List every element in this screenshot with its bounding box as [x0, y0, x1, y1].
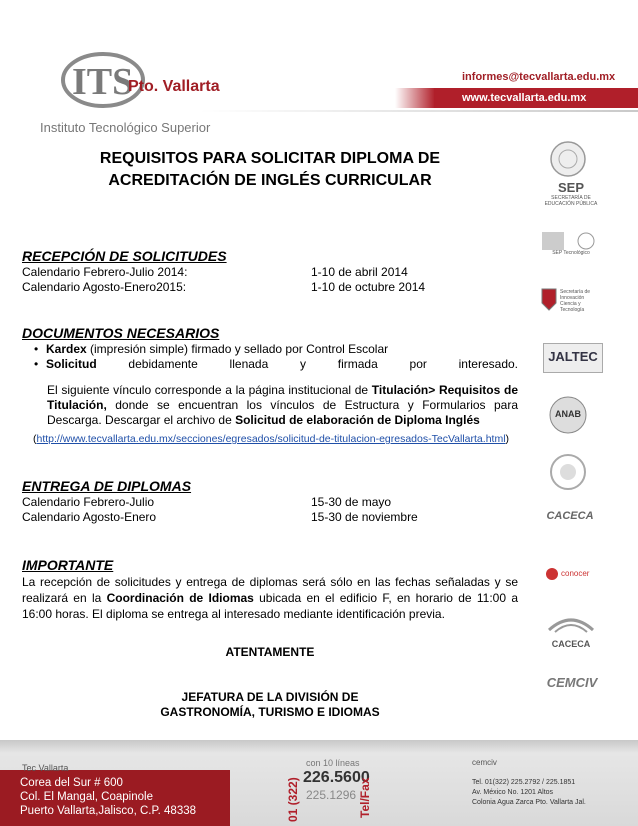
para-bold-2: Solicitud de elaboración de Diploma Inglés — [235, 413, 480, 427]
entrega-label-1: Calendario Febrero-Julio — [22, 495, 155, 509]
cemciv-info-3: Colonia Agua Zarca Pto. Vallarta Jal. — [472, 799, 586, 806]
para-text-1: El siguiente vínculo corresponde a la página institucional de — [47, 383, 372, 397]
sep-label: SEP — [557, 180, 584, 195]
jaltec-logo — [543, 343, 603, 373]
link-open: ( — [33, 433, 37, 445]
anab-logo — [548, 395, 588, 435]
caceca-small-logo: CACECA — [546, 510, 594, 522]
titulacion-link-line — [33, 432, 509, 446]
entrega-date-2: 15-30 de noviembre — [311, 510, 418, 524]
address-line-2: Col. El Mangal, Coapinole — [20, 791, 153, 803]
web-bar-fade — [395, 88, 435, 108]
signature-line-1: JEFATURA DE LA DIVISIÓN DE — [181, 690, 359, 704]
recepcion-date-2: 1-10 de octubre 2014 — [311, 280, 426, 294]
tecnm-logo — [540, 230, 602, 254]
caceca-label: CACECA — [551, 639, 591, 649]
recepcion-label-1: Calendario Febrero-Julio 2014: — [22, 265, 188, 279]
footer-telfax: Tel/Fax — [358, 777, 372, 818]
crest-icon — [548, 452, 588, 497]
entrega-heading: ENTREGA DE DIPLOMAS — [22, 478, 192, 494]
importante-heading: IMPORTANTE — [22, 557, 114, 573]
importante-text-2: ubicada en el edificio F, en horario de 11:00 a 16:00 horas. El diploma se entrega al interesado mediante identificación previa. — [22, 591, 518, 621]
solicitud-label: Solicitud — [46, 357, 97, 371]
cemciv-info-2: Av. México No. 1201 Altos — [472, 789, 554, 796]
footer-phone-2: 225.1296 — [306, 788, 357, 802]
entrega-date-1: 15-30 de mayo — [311, 495, 392, 509]
kardex-label: Kardex — [46, 342, 87, 356]
title-line-2: ACREDITACIÓN DE INGLÉS CURRICULAR — [108, 172, 432, 189]
anab-label: ANAB — [555, 409, 581, 419]
institute-name: Instituto Tecnológico Superior — [40, 120, 211, 135]
address-line-3: Puerto Vallarta,Jalisco, C.P. 48338 — [20, 805, 197, 817]
recepcion-heading: RECEPCIÓN DE SOLICITUDES — [22, 248, 227, 264]
footer-address — [20, 776, 230, 818]
documentos-paragraph — [47, 383, 518, 428]
header-divider — [200, 110, 638, 112]
campus-name: Pto. Vallarta — [128, 78, 220, 95]
importante-bold: Coordinación de Idiomas — [106, 591, 254, 605]
atentamente: ATENTAMENTE — [225, 645, 315, 659]
conocer-logo — [545, 565, 605, 585]
para-text-2: donde se encuentran los vínculos de Estructura y Formularios para Descarga. Descargar el archivo de — [47, 398, 518, 427]
para-bold-1: Titulación> Requisitos de Titulación, — [47, 383, 518, 412]
jaltec-label: JALTEC — [548, 349, 598, 364]
footer-cemciv: cemciv — [472, 758, 497, 767]
conocer-label: conocer — [561, 569, 590, 578]
solicitud-text: debidamente llenada y firmada por interesado. — [96, 357, 518, 371]
titulacion-link[interactable]: http://www.tecvallarta.edu.mx/secciones/egresados/solicitud-de-titulacion-egresados-TecVallarta.html — [36, 433, 506, 445]
sep-sublabel: SECRETARÍA DE EDUCACIÓN PÚBLICA — [544, 195, 598, 207]
footer-area-code: 01 (322) — [286, 777, 300, 822]
recepcion-date-1: 1-10 de abril 2014 — [311, 265, 408, 279]
cemciv-logo: CEMCIV — [546, 675, 598, 690]
website-link[interactable]: www.tecvallarta.edu.mx — [462, 92, 587, 104]
documentos-list — [30, 342, 518, 372]
importante-paragraph — [22, 574, 518, 622]
tecnm-label: SEP Tecnológico — [552, 250, 590, 256]
mexico-seal-icon — [548, 140, 588, 183]
sep-logo — [540, 180, 602, 207]
list-item — [30, 357, 518, 372]
kardex-text: (impresión simple) firmado y sellado por Control Escolar — [86, 342, 389, 356]
cemciv-info-1: Tel. 01(322) 225.2792 / 225.1851 — [472, 779, 576, 786]
list-item — [30, 342, 518, 357]
footer-tec: Tec Vallarta — [22, 763, 69, 773]
link-close: ) — [505, 433, 510, 445]
address-line-1: Corea del Sur # 600 — [20, 777, 123, 789]
entrega-label-2: Calendario Agosto-Enero — [22, 510, 157, 524]
importante-text-1: La recepción de solicitudes y entrega de diplomas será sólo en las fechas señaladas y se realizará en la — [22, 575, 518, 605]
email-link[interactable]: informes@tecvallarta.edu.mx — [462, 71, 616, 83]
jalisco-logo — [540, 285, 602, 315]
recepcion-label-2: Calendario Agosto-Enero2015: — [22, 280, 187, 294]
documentos-heading: DOCUMENTOS NECESARIOS — [22, 325, 220, 341]
footer-cemciv-info — [472, 778, 586, 808]
caceca-logo — [543, 610, 599, 648]
footer-lines-note: con 10 líneas — [306, 758, 360, 768]
footer-phone-1: 226.5600 — [303, 769, 370, 786]
page-title — [40, 148, 500, 192]
title-line-1: REQUISITOS PARA SOLICITAR DIPLOMA DE — [99, 150, 441, 167]
signature-line-2: GASTRONOMÍA, TURISMO E IDIOMAS — [160, 705, 380, 719]
jalisco-label: Secretaría de Innovación Ciencia y Tecnología — [560, 289, 591, 313]
signature-block — [0, 690, 540, 720]
logo-text: ITS — [72, 61, 134, 103]
